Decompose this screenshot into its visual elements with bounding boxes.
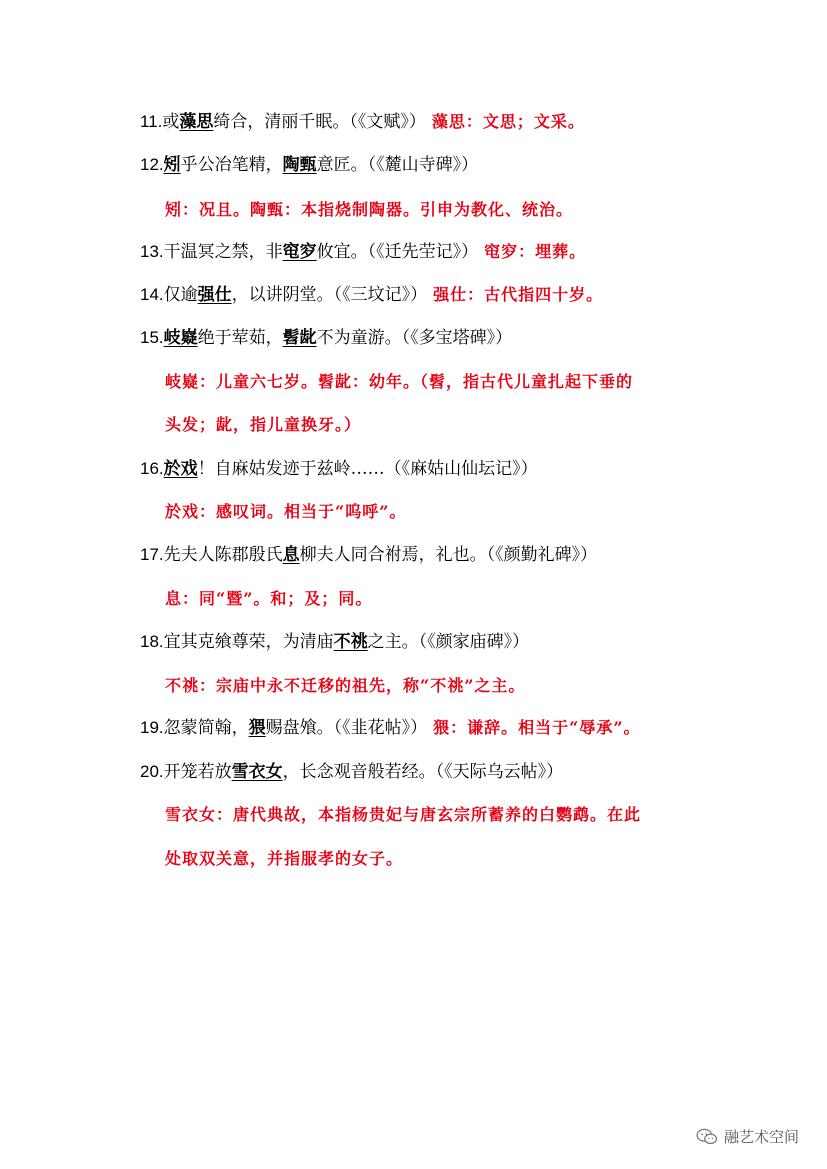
entry-number: 12. [140,155,164,174]
entry-text: 或 [162,112,180,132]
entry-text: 柳夫人同合祔焉，礼也。（《颜勤礼碑》） [299,545,598,565]
entry-15 [140,326,780,350]
annotation: 岐嶷：儿童六七岁。髫龀：幼年。（髫，指古代儿童扎起下垂的 [165,372,634,391]
entry-text: ，长念观音般若经。（《天际乌云帖》） [282,762,564,782]
entry-text: 乎公冶笔精， [180,155,283,175]
entry-text: 先夫人陈郡殷氏 [163,545,283,565]
annotation: 雪衣女：唐代典故，本指杨贵妃与唐玄宗所蓄养的白鹦鹉。在此 [165,805,642,824]
entry-number: 20. [140,762,164,781]
keyword: 雪衣女 [231,762,283,782]
keyword: 陶甄 [282,155,317,175]
entry-12 [140,153,780,177]
keyword: 强仕 [197,285,232,305]
annotation: 猥：谦辞。相当于“辱承”。 [433,718,641,737]
keyword: 不祧 [333,632,368,652]
entry-text: 仅逾 [163,285,198,305]
entry-text: 绮合，清丽千眠。（《文赋》） [213,112,426,132]
entry-17 [140,543,780,567]
entry-text: 忽蒙简翰， [163,718,249,738]
entry-number: 17. [140,545,164,564]
entry-18 [140,630,780,654]
annotation: 矧：况且。陶甄：本指烧制陶器。引申为教化、统治。 [165,200,574,219]
entry-20 [140,760,780,784]
entry-11 [140,110,780,134]
entry-19 [140,716,780,740]
annotation: 强仕：古代指四十岁。 [433,285,604,304]
entry-text: ！自麻姑发迹于兹岭……（《麻姑山仙坛记》） [197,459,538,479]
entry-number: 13. [140,242,164,261]
annotation-continued: 头发；龀，指儿童换牙。） [165,415,362,434]
entry-16 [140,457,780,481]
keyword: 髫龀 [282,328,317,348]
annotation: 於戏：感叹词。相当于“呜呼”。 [165,502,407,521]
keyword: 於戏 [163,459,198,479]
keyword: 窀穸 [282,242,317,262]
entry-text: 攸宜。（《迁先茔记》） [316,242,479,262]
entry-number: 16. [140,459,164,478]
entry-text: ，以讲阴堂。（《三坟记》） [231,285,428,305]
entry-text: 之主。（《颜家庙碑》） [367,632,530,652]
entry-14 [140,283,780,307]
entry-text: 意匠。（《麓山寺碑》） [316,155,479,175]
wechat-icon [696,1128,718,1146]
entry-number: 11. [140,112,163,131]
entry-number: 14. [140,285,164,304]
entry-number: 19. [140,718,164,737]
watermark [696,1126,799,1147]
entry-number: 15. [140,328,164,347]
keyword: 猥 [248,718,266,738]
keyword: 息 [282,545,300,565]
entry-text: 宜其克飨尊荣，为清庙 [163,632,334,652]
entry-text: 不为童游。（《多宝塔碑》） [316,328,513,348]
annotation-continued: 处取双关意，并指服孝的女子。 [165,849,404,868]
watermark-text: 融艺术空间 [723,1128,799,1146]
annotation: 不祧：宗庙中永不迁移的祖先，称“不祧”之主。 [165,676,526,695]
entry-text: 干温冥之禁，非 [163,242,283,262]
entry-text: 绝于荤茹， [197,328,283,348]
annotation: 窀穸：埋葬。 [484,242,587,261]
entry-13 [140,240,780,264]
entry-number: 18. [140,632,164,651]
keyword: 岐嶷 [163,328,198,348]
keyword: 矧 [163,155,181,175]
annotation: 藻思：文思；文采。 [431,112,585,131]
keyword: 藻思 [179,112,214,132]
annotation: 息：同“暨”。和；及；同。 [165,589,373,608]
entry-text: 赐盘飧。（《韭花帖》） [265,718,428,738]
entry-text: 开笼若放 [163,762,232,782]
